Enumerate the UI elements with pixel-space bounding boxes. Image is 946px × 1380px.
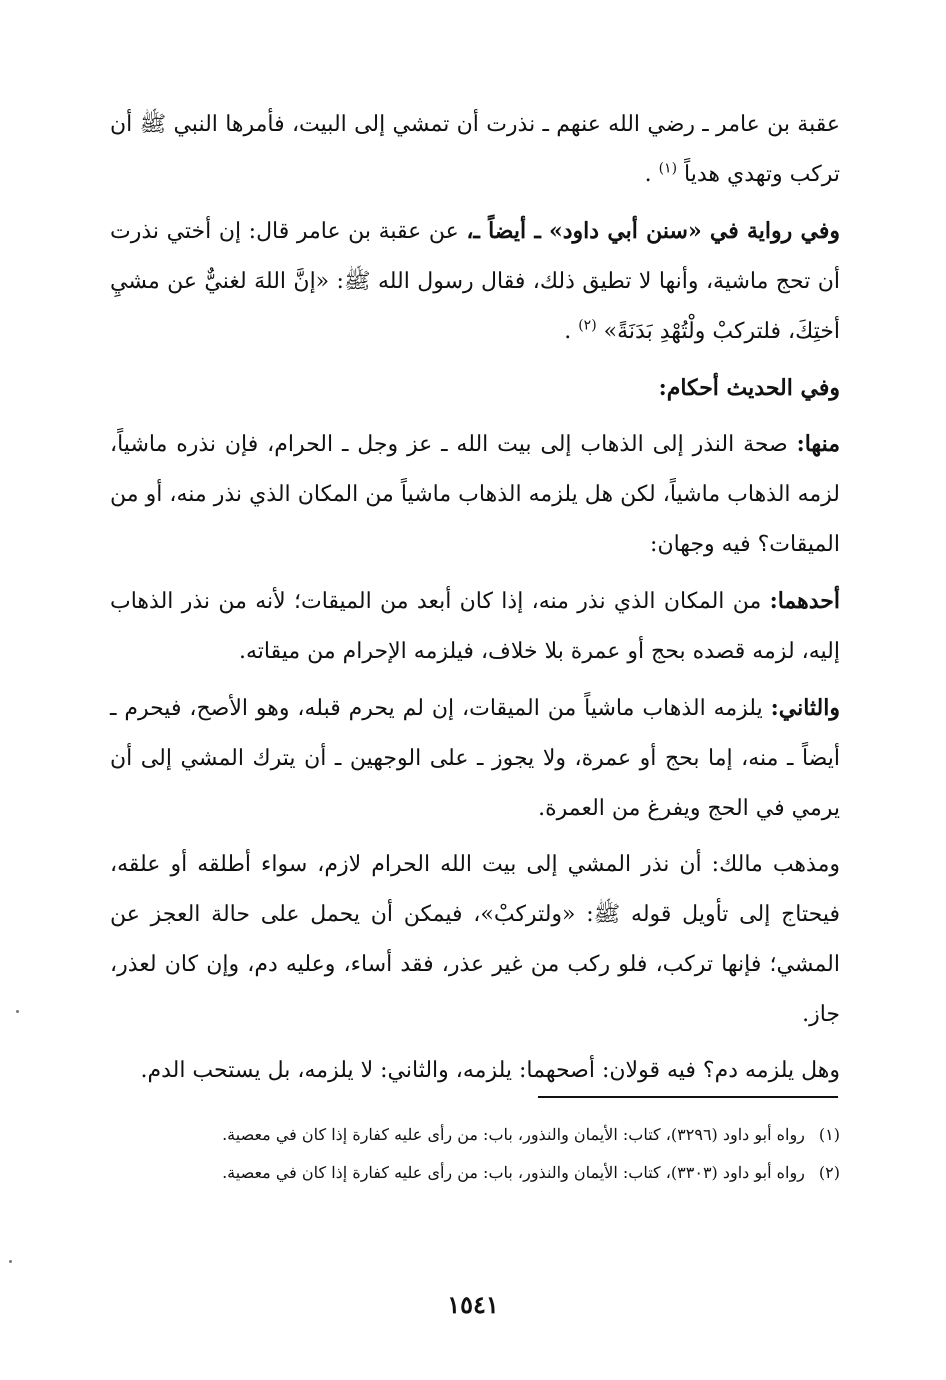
ruling-1-lead: منها: bbox=[796, 431, 840, 457]
ruling-2 bbox=[110, 576, 840, 677]
ruling-5 bbox=[110, 1046, 840, 1096]
ruling-1-text: صحة النذر إلى الذهاب إلى بيت الله ـ عز وجل ـ الحرام، فإن نذره ماشياً، لزمه الذهاب ماشياً، لكن هل يلزمه الذهاب ماشياً من المكان الذي نذر منه، أو من الميقات؟ فيه وجهان: bbox=[110, 432, 840, 557]
paragraph-2-tail: . bbox=[564, 319, 572, 344]
footnote-2 bbox=[110, 1158, 840, 1188]
page-number: ١٥٤١ bbox=[447, 1290, 499, 1319]
footnote-ref-2[interactable]: (٢) bbox=[578, 317, 597, 334]
paragraph-2 bbox=[110, 206, 840, 357]
paragraph-1-text: عقبة بن عامر ـ رضي الله عنهم ـ نذرت أن تمشي إلى البيت، فأمرها النبي ﷺ أن تركب وتهدي هدياً bbox=[110, 112, 840, 187]
paragraph-2-text: عن عقبة بن عامر قال: إن أختي نذرت أن تحج ماشية، وأنها لا تطيق ذلك، فقال رسول الله ﷺ: «إنَّ اللهَ لغنيٌّ عن مشيِ أختِكَ، فلتركبْ ولْتُهْدِ بَدَنَةً» bbox=[110, 219, 840, 344]
footnotes bbox=[110, 1120, 840, 1196]
ruling-3-lead: والثاني: bbox=[770, 695, 840, 721]
ruling-2-text: من المكان الذي نذر منه، إذا كان أبعد من الميقات؛ لأنه من نذر الذهاب إليه، لزمه قصده بحج أو عمرة بلا خلاف، فيلزمه الإحرام من ميقاته. bbox=[110, 589, 840, 664]
footnote-1-text: رواه أبو داود (٣٢٩٦)، كتاب: الأيمان والنذور، باب: من رأى عليه كفارة إذا كان في معصية. bbox=[222, 1125, 805, 1144]
ruling-1 bbox=[110, 419, 840, 570]
paragraph-2-lead: وفي رواية في «سنن أبي داود» ـ أيضاً ـ، bbox=[466, 218, 841, 244]
ruling-5-text: وهل يلزمه دم؟ فيه قولان: أصحهما: يلزمه، والثاني: لا يلزمه، بل يستحب الدم. bbox=[140, 1058, 840, 1083]
section-heading: وفي الحديث أحكام: bbox=[658, 375, 840, 401]
ruling-4-text: ومذهب مالك: أن نذر المشي إلى بيت الله الحرام لازم، سواء أطلقه أو علقه، فيحتاج إلى تأويل قوله ﷺ: «ولتركبْ»، فيمكن أن يحمل على حالة العجز عن المشي؛ فإنها تركب، فلو ركب من غير عذر، فقد أساء، وعليه دم، وإن كان لعذر، جاز. bbox=[110, 852, 840, 1027]
scan-speck bbox=[16, 1010, 19, 1013]
footnote-ref-1[interactable]: (١) bbox=[658, 160, 678, 177]
footnote-1 bbox=[110, 1120, 840, 1150]
footnote-1-number: (١) bbox=[818, 1125, 840, 1144]
scan-speck bbox=[9, 1260, 12, 1263]
ruling-3-text: يلزمه الذهاب ماشياً من الميقات، إن لم يحرم قبله، وهو الأصح، فيحرم ـ أيضاً ـ منه، إما بحج أو عمرة، ولا يجوز ـ على الوجهين ـ أن يترك المشي إلى أن يرمي في الحج ويفرغ من العمرة. bbox=[110, 696, 840, 821]
footnote-separator bbox=[538, 1096, 838, 1098]
ruling-3 bbox=[110, 683, 840, 834]
paragraph-1 bbox=[110, 100, 840, 200]
page-body bbox=[110, 100, 840, 1102]
footnote-2-number: (٢) bbox=[818, 1163, 840, 1182]
ruling-2-lead: أحدهما: bbox=[769, 588, 841, 614]
paragraph-1-tail: . bbox=[644, 162, 652, 187]
ruling-4 bbox=[110, 840, 840, 1040]
footnote-2-text: رواه أبو داود (٣٣٠٣)، كتاب: الأيمان والنذور، باب: من رأى عليه كفارة إذا كان في معصية. bbox=[222, 1163, 805, 1182]
